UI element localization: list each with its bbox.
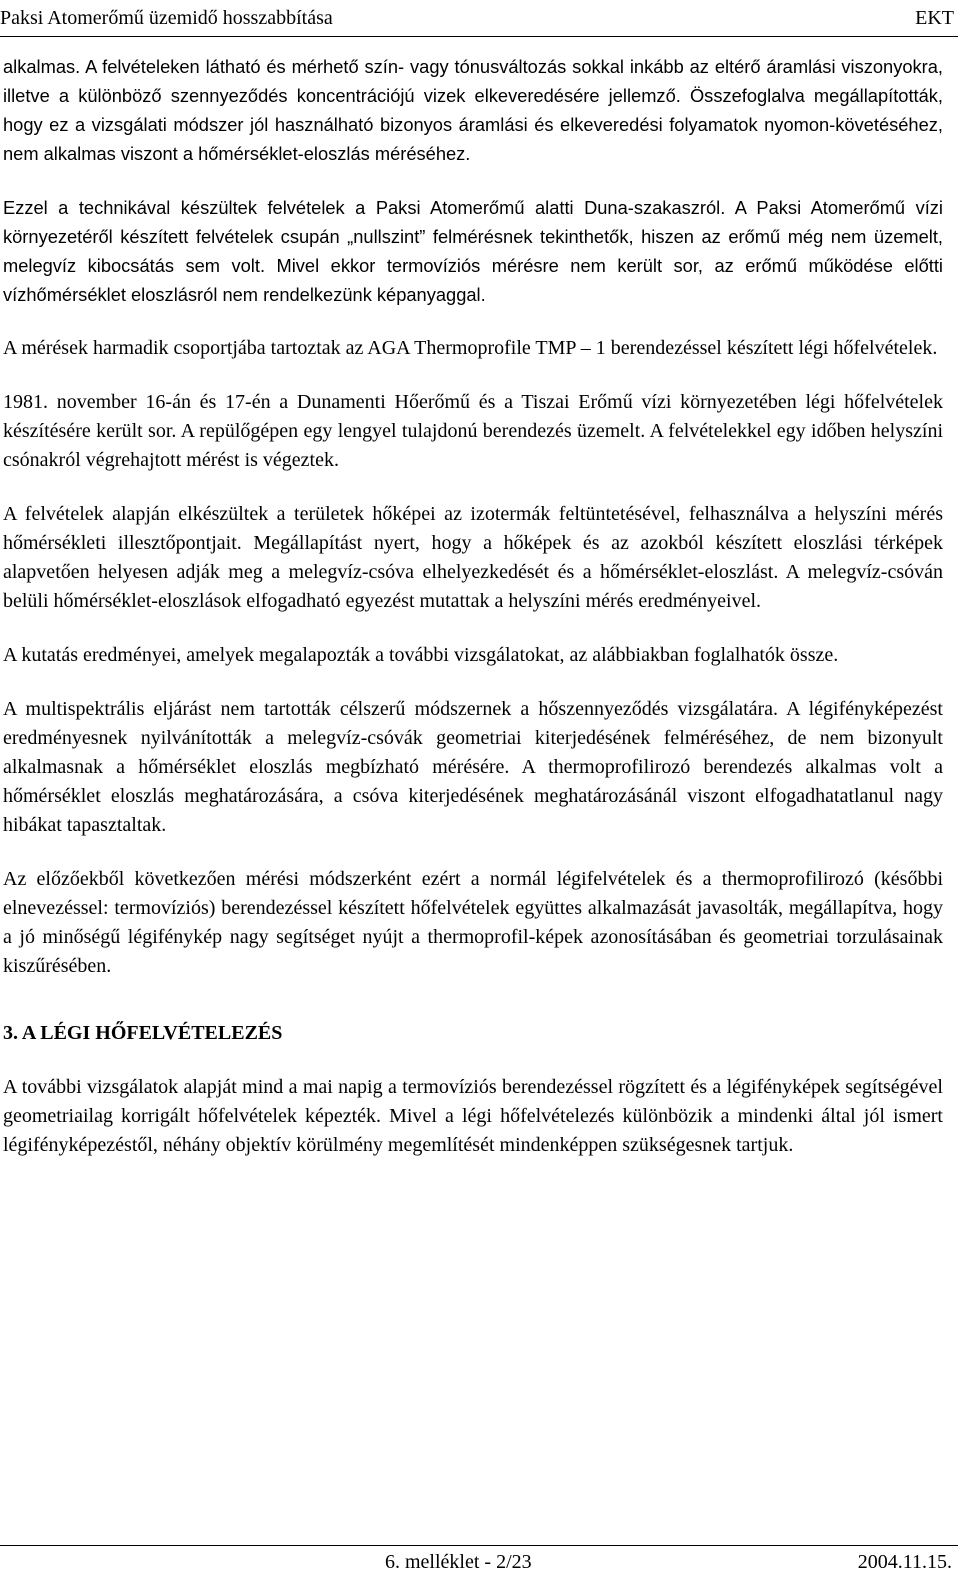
paragraph: Ezzel a technikával készültek felvételek a Paksi Atomerőmű alatti Duna-szakaszról. A Paksi Atomerőmű vízi környezetéről készített felvételek csupán „nullszint” felmérésnek tekinthetők, hiszen az erőmű még nem üzemelt, melegvíz kibocsátás sem volt. Mivel ekkor termovíziós mérésre nem került sor, az erőmű működése előtti vízhőmérséklet eloszlásról nem rendelkezünk képanyaggal. <box>3 197 943 305</box>
page-footer <box>0 1545 958 1582</box>
paragraph: Az előzőekből következően mérési módszerként ezért a normál légifelvételek és a thermoprofilirozó (későbbi elnevezéssel: termovíziós) berendezéssel készített hőfelvételek együttes alkalmazását javasolták, megállapítva, hogy a jó minőségű légifénykép nagy segítséget nyújt a thermoprofil-képek azonosításában és geometriai torzulásainak kiszűrésében. <box>3 868 943 977</box>
section-heading: 3. A LÉGI HŐFELVÉTELEZÉS <box>3 1022 283 1044</box>
paragraph: 1981. november 16-án és 17-én a Dunamenti Hőerőmű és a Tiszai Erőmű vízi környezetében légi hőfelvételek készítésére került sor. A repülőgépen egy lengyel tulajdonú berendezés üzemelt. A felvételekkel egy időben helyszíni csónakról végrehajtott mérést is végeztek. <box>3 391 943 471</box>
document-body <box>3 52 943 1185</box>
paragraph: A mérések harmadik csoportjába tartoztak az AGA Thermoprofile TMP – 1 berendezéssel készített légi hőfelvételek. <box>3 337 938 359</box>
paragraph: alkalmas. A felvételeken látható és mérhető szín- vagy tónusváltozás sokkal inkább az eltérő áramlási viszonyokra, illetve a különböző szennyeződés koncentrációjú vizek elkeveredésére jellemző. Összefoglalva megállapították, hogy ez a vizsgálati módszer jól használható bizonyos áramlási és elkeveredési folyamatok nyomon-követéséhez, nem alkalmas viszont a hőmérséklet-eloszlás méréséhez. <box>3 56 943 164</box>
page-number: 6. melléklet - 2/23 <box>385 1551 532 1573</box>
document-date: 2004.11.15. <box>857 1551 952 1573</box>
organization-label: EKT <box>915 7 954 29</box>
document-title: Paksi Atomerőmű üzemidő hosszabbítása <box>0 7 333 29</box>
page-header <box>0 0 958 37</box>
paragraph: A kutatás eredményei, amelyek megalapozták a további vizsgálatokat, az alábbiakban foglalhatók össze. <box>3 644 839 666</box>
paragraph: A felvételek alapján elkészültek a területek hőképei az izotermák feltüntetésével, felhasználva a helyszíni mérés hőmérsékleti illesztőpontjait. Megállapítást nyert, hogy a hőképek és az azokból készített eloszlási térképek alapvetően helyesen adják meg a melegvíz-csóva elhelyezkedését és a hőmérséklet-eloszlást. A melegvíz-csóván belüli hőmérséklet-eloszlások elfogadható egyezést mutattak a helyszíni mérés eredményeivel. <box>3 503 943 612</box>
paragraph: A multispektrális eljárást nem tartották célszerű módszernek a hőszennyeződés vizsgálatára. A légifényképezést eredményesnek nyilvánították a melegvíz-csóvák geometriai kiterjedésének felméréséhez, de nem bizonyult alkalmasnak a hőmérséklet eloszlás megbízható mérésére. A thermoprofilirozó berendezés alkalmas volt a hőmérséklet eloszlás meghatározására, a csóva kiterjedésének meghatározásánál viszont elfogadhatatlanul nagy hibákat tapasztaltak. <box>3 698 943 836</box>
paragraph: A további vizsgálatok alapját mind a mai napig a termovíziós berendezéssel rögzített és a légifényképek segítségével geometriailag korrigált hőfelvételek képezték. Mivel a légi hőfelvételezés különbözik a mindenki által jól ismert légifényképezéstől, néhány objektív körülmény megemlítését mindenképpen szükségesnek tartjuk. <box>3 1076 943 1156</box>
